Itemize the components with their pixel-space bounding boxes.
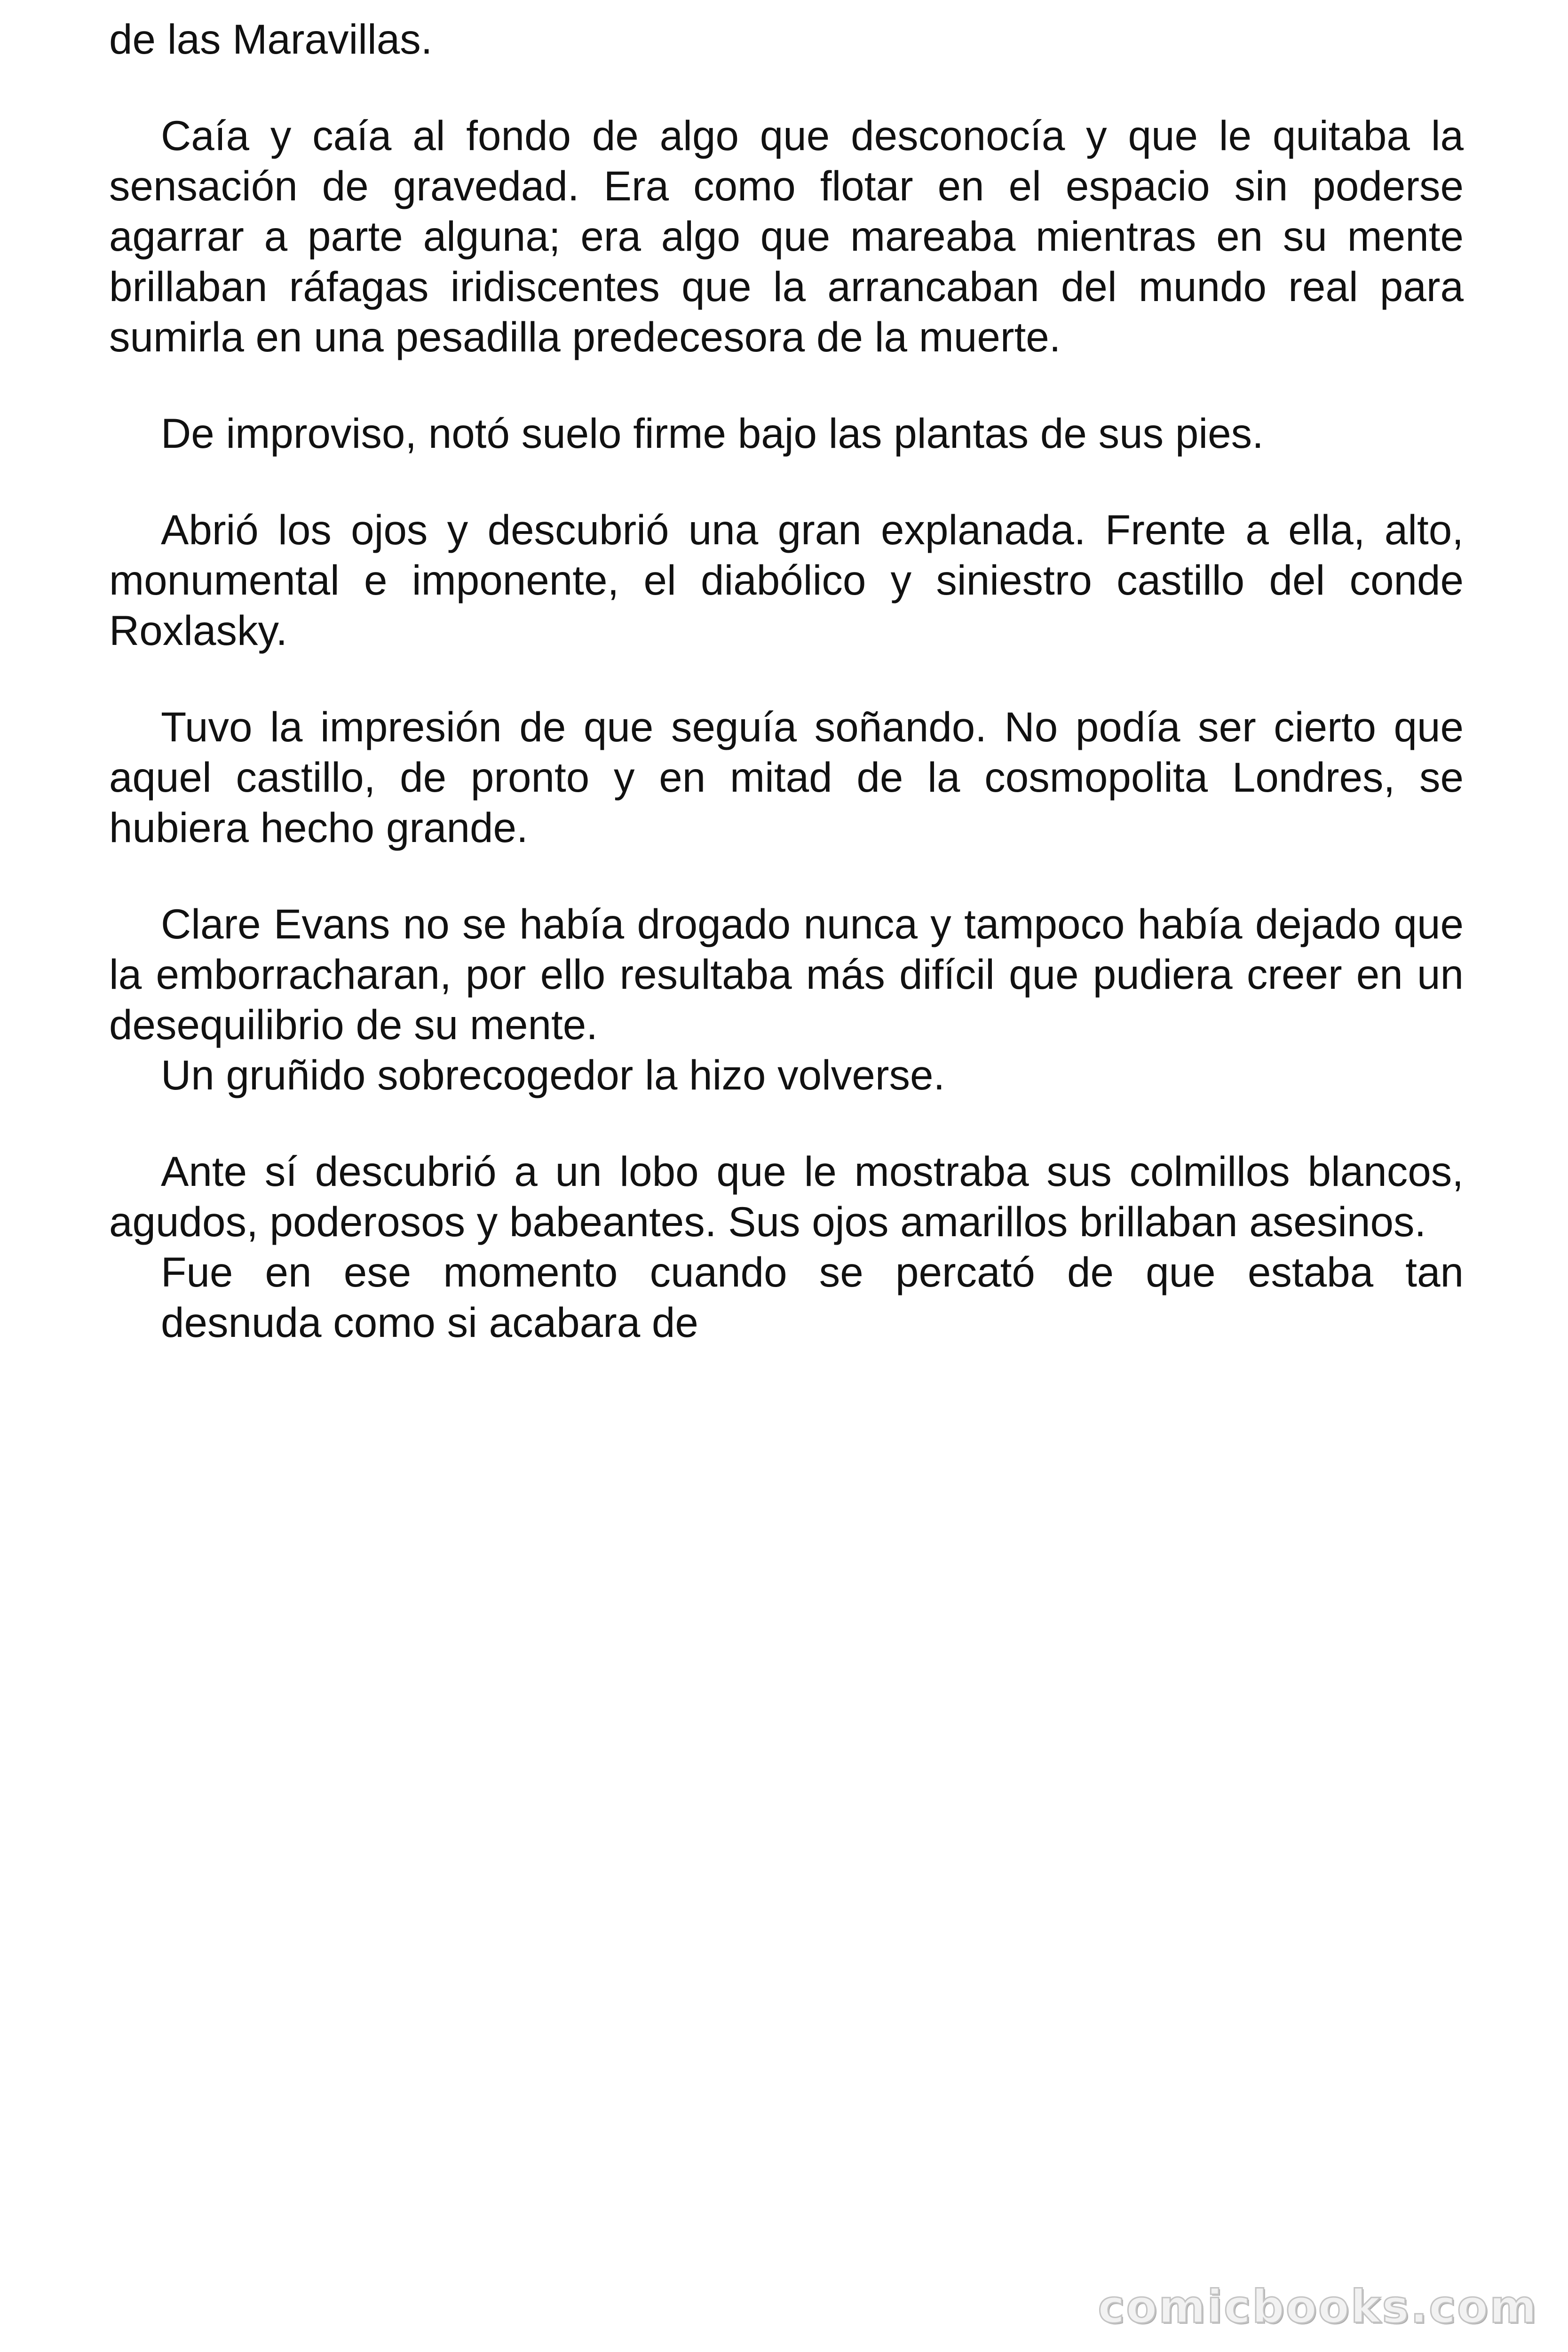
paragraph: De improviso, notó suelo firme bajo las plantas de sus pies. xyxy=(161,410,1264,457)
paragraph: Clare Evans no se había drogado nunca y tampoco había dejado que la emborracharan, por ello resultaba más difícil que pudiera creer en un desequilibrio de su mente. xyxy=(109,900,1464,1048)
paragraph: Tuvo la impresión de que seguía soñando. No podía ser cierto que aquel castillo, de pronto y en mitad de la cosmopolita Londres, se hubiera hecho grande. xyxy=(109,703,1464,851)
paragraph-line: desnuda como si acabara de xyxy=(161,1299,698,1346)
paragraph: Fue en ese momento cuando se percató de que estaba tan xyxy=(161,1248,1464,1295)
paragraph: Ante sí descubrió a un lobo que le mostraba sus colmillos blancos, agudos, poderosos y babeantes. Sus ojos amarillos brillaban asesinos. xyxy=(109,1148,1464,1245)
paragraph-continuation: de las Maravillas. xyxy=(109,16,433,63)
watermark-logo: comicbooks.com xyxy=(1098,2280,1538,2333)
paragraph: Un gruñido sobrecogedor la hizo volverse. xyxy=(161,1051,945,1098)
paragraph: Abrió los ojos y descubrió una gran explanada. Frente a ella, alto, monumental e imponente, el diabólico y siniestro castillo del conde Roxlasky. xyxy=(109,506,1464,654)
paragraph: Caía y caía al fondo de algo que desconocía y que le quitaba la sensación de gravedad. Era como flotar en el espacio sin poderse agarrar a parte alguna; era algo que mareaba mientras en su mente brillaban ráfagas iridiscentes que la arrancaban del mundo real para sumirla en una pesadilla predecesora de la muerte. xyxy=(109,112,1464,360)
body-text xyxy=(109,14,1464,1348)
